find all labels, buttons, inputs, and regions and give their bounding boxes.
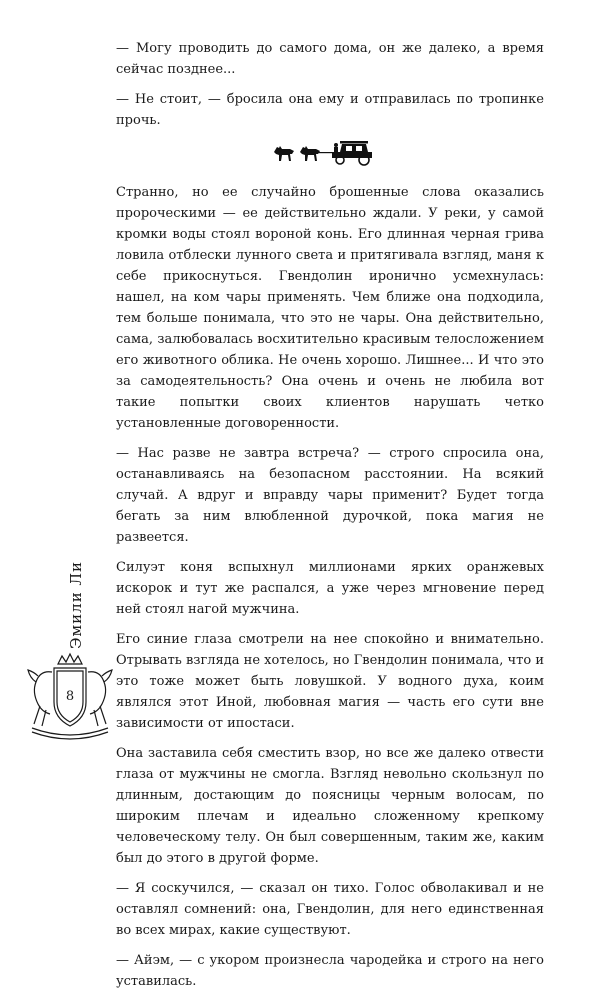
paragraph: — Могу проводить до самого дома, он же далеко, а время сейчас позднее... [116,41,544,77]
horse-carriage-icon [270,140,390,166]
body-text [116,38,544,1001]
paragraph: — Айэм, — с укором произнесла чародейка и строго на него уставилась. [116,953,544,989]
paragraph: — Не стоит, — бросила она ему и отправилась по тропинке прочь. [116,92,544,128]
paragraph: Его синие глаза смотрели на нее спокойно и внимательно. Отрывать взгляда не хотелось, но Гвендолин понимала, что и это тоже может быть ловушкой. У водного духа, коим являлся этот Иной, любовная магия — часть его сути вне зависимости от ипостаси. [116,632,544,731]
paragraph: Силуэт коня вспыхнул миллионами ярких оранжевых искорок и тут же распался, а уже через мгновение перед ней стоял нагой мужчина. [116,560,544,617]
paragraph: Странно, но ее случайно брошенные слова оказались пророческими — ее действительно ждали. У реки, у самой кромки воды стоял вороной конь. Его длинная черная грива ловила отблески лунного света и притягивала взгляд, маня к себе прикоснуться. Гвендолин иронично усмехнулась: нашел, на ком чары применять. Чем ближе она подходила, тем больше понимала, что это не чары. Она действительно, сама, залюбовалась восхитительно красивым телосложением его животного облика. Не очень хорошо. Лишнее... И что это за самодеятельность? Она очень и очень не любила вот такие попытки своих клиентов нарушать четко установленные договоренности. [116,185,544,431]
paragraph: Она заставила себя сместить взор, но все же далеко отвести глаза от мужчины не смогла. Взгляд невольно скользнул по длинным, достающим до поясницы черным волосам, по широким плечам и идеально сложенному крепкому человеческому телу. Он был совершенным, таким же, каким был до этого в другой форме. [116,746,544,866]
paragraph: — Я соскучился, — сказал он тихо. Голос обволакивал и не оставлял сомнений: она, Гвендолин, для него единственная во всех мирах, какие существуют. [116,881,544,938]
paragraph: — Нас разве не завтра встреча? — строго спросила она, останавливаясь на безопасном расстоянии. На всякий случай. А вдруг и вправду чары применит? Будет тогда бегать за ним влюбленной дурочкой, пока магия не развеется. [116,446,544,545]
running-head [56,540,96,670]
page-number: 8 [65,689,75,704]
author-name: Эмили Ли [67,561,85,649]
